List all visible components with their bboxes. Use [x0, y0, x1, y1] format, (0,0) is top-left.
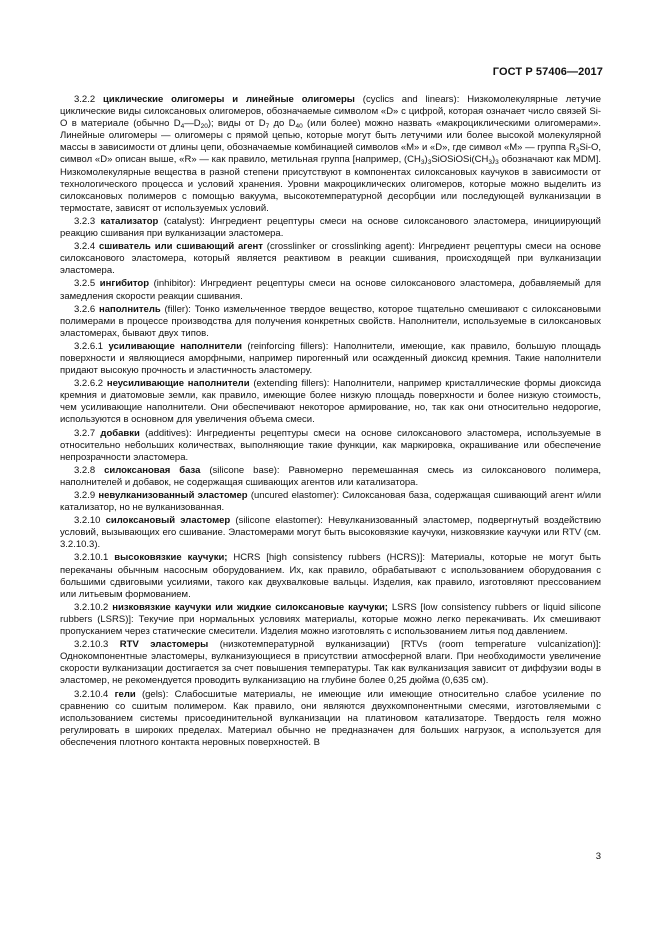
term-3-2-7	[60, 428, 601, 464]
term-definition: LSRS [low consistency rubbers or liquid silicone rubbers (LSRS)]: Текучие при нормальных условиях материалы, которые можно легко перекачивать. Их смешивают пропусканием через статические смесители. Изделия можно изготовлять с использованием литья под давлением.	[60, 601, 602, 638]
term-name: гели	[114, 688, 136, 700]
clause-number: 3.2.6.1	[74, 340, 104, 352]
term-3-2-2: 3.2.2 циклические олигомеры и линейные олигомеры (cyclics and linears): Низкомолекулярные летучие циклические виды силоксановых олигомеров, обозначаемые символом «D» с цифрой, которая означает число связей Si-O в материале (обычно $D_4—D_{20}$); виды от $D_7$ до $D_{40}$ (или более) можно назвать «макроциклическими олигомерами». Линейные олигомеры — олигомеры с прямой цепью, которые могут быть летучими или более высокой молекулярной массы в зависимости от длины цепи, обозначаемые комбинацией символов «М» и «D», где символ «М» — группа $R_3Si-O$, символ «D» описан выше, «R» — как правило, метильная группа [например, $(CH_3)_3SiOSiOSi(CH_3)_3$ обозначают как MDM]. Низкомолекулярные вещества в разной степени присутствуют в компонентах силоксановых каучуков в зависимости от технологического процесса и условий хранения. Уровни макроциклических олигомеров, которые можно выделить из силоксановых полимеров с помощью вакуума, высокотемпературной десорбции или последующей вулканизации в термостате, зависят от используемых условий.	[60, 94, 601, 214]
term-name: ингибитор	[99, 278, 149, 290]
term-name: наполнитель	[98, 303, 161, 315]
term-name: силоксановая база	[104, 464, 201, 476]
clause-number: 3.2.9	[74, 490, 96, 501]
term-definition: (silicone base): Равномерно перемешанная смесь из силоксанового полимера, наполнителей и добавок, не содержащая сшивающих агентов или катализатора.	[60, 464, 601, 488]
clause-number: 3.2.10.2	[74, 601, 109, 613]
clause-number: 3.2.10.3	[74, 639, 109, 651]
clause-number: 3.2.7	[74, 427, 96, 439]
term-definition: (extending fillers): Наполнители, например кристаллические формы диоксида кремния и диатомовые земли, как правило, имеющие более низкую площадь поверхности и более низкую стоимость, чем усиливающие наполнители. Они обеспечивают некоторое армирование, но, так как они относительно недорогие, используются в основном для увеличения объема смеси.	[60, 378, 601, 426]
term-3-2-6	[60, 304, 601, 340]
term-3-2-10	[60, 515, 601, 551]
clause-number: 3.2.2	[74, 94, 96, 105]
clause-number: 3.2.6.2	[74, 378, 104, 390]
term-name: сшиватель или сшивающий агент	[99, 241, 263, 253]
term-definition: (filler): Тонко измельченное твердое вещество, которое тщательно смешивают с силоксановыми полимерами в процессе производства для получения конкретных свойств. Наполнители, используемые в силоксановых эластомерах, бывают двух типов.	[60, 303, 601, 339]
clause-number: 3.2.3	[74, 215, 96, 227]
term-name: катализатор	[100, 215, 159, 227]
term-name: невулканизованный эластомер	[98, 490, 248, 501]
term-definition: (catalyst): Ингредиент рецептуры смеси на основе силоксанового эластомера, инициирующий реакцию сшивания при вулканизации эластомера.	[60, 215, 601, 240]
standard-designation: ГОСТ Р 57406—2017	[492, 66, 603, 78]
clause-number: 3.2.10	[74, 515, 101, 527]
term-name: усиливающие наполнители	[108, 340, 242, 352]
clause-number: 3.2.5	[74, 278, 96, 290]
term-3-2-5	[60, 278, 601, 302]
clause-number: 3.2.6	[74, 303, 96, 315]
term-definition: (низкотемпературной вулканизации) [RTVs (room temperature vulcanization)]: Однокомпонентные эластомеры, вулканизующиеся в присутствии атмосферной влаги. При необходимости увеличение скорости вулканизации достигается за счет повышения температуры. Так как вулканизация зависит от диффузии воды в эластомер, не рекомендуется проводить вулканизацию на глубине более 0,25 дюйма (0,635 см).	[60, 639, 602, 687]
term-definition: (additives): Ингредиенты рецептуры смеси на основе силоксанового эластомера, используемые в относительно небольших количествах, выполняющие такие функции, как маркировка, окрашивание или обеспечение непрозрачности эластомера.	[60, 427, 601, 463]
term-3-2-10-3	[60, 639, 601, 687]
term-definition: (reinforcing fillers): Наполнители, имеющие, как правило, большую площадь поверхности и являющиеся аморфными, например пирогенный или осажденный диоксид кремния. Такие наполнители придают высокую прочность и эластичность эластомеру.	[60, 340, 601, 377]
term-definition: HCRS [high consistency rubbers (HCRS)]: Материалы, которые не могут быть перекачаны обычным насосным оборудованием. Их, как правило, обрабатывают с использованием оборудования с большими сдвиговыми усилиями, такого как двухвалковые вальцы. Изделия, как правило, изготовляют прессованием или литьевым формованием.	[60, 552, 602, 600]
term-3-2-10-4	[60, 689, 601, 749]
term-definition: (uncured elastomer): Силоксановая база, содержащая сшивающий агент и/или катализатор, но не вулканизованная.	[60, 490, 602, 514]
page-number: 3	[595, 851, 601, 862]
term-name: высоковязкие каучуки;	[114, 552, 228, 564]
term-name: циклические олигомеры и линейные олигомеры	[103, 94, 355, 105]
term-definition: (crosslinker or crosslinking agent): Ингредиент рецептуры смеси на основе силоксанового эластомера, который является реактивом в реакции сшивания, происходящей при вулканизации эластомера.	[60, 241, 602, 277]
term-3-2-9	[60, 490, 601, 514]
term-name: низковязкие каучуки или жидкие силоксановые каучуки;	[112, 601, 388, 613]
clause-number: 3.2.10.4	[74, 688, 109, 700]
term-3-2-6-1	[60, 341, 601, 377]
term-3-2-3	[60, 216, 601, 240]
term-name: добавки	[100, 427, 140, 439]
term-3-2-10-1	[60, 552, 601, 600]
term-3-2-10-2	[60, 602, 601, 638]
terms-section	[60, 94, 601, 750]
term-3-2-4	[60, 241, 601, 277]
term-name: неусиливающие наполнители	[106, 378, 250, 390]
term-definition: (silicone elastomer): Невулканизованный эластомер, подвергнутый воздействию условий, вызывающих его сшивание. Эластомерами могут быть высоковязкие каучуки, низковязкие каучуки или RTV (см. 3.2.10.3).	[60, 515, 601, 551]
term-name: силоксановый эластомер	[105, 515, 231, 527]
term-3-2-6-2	[60, 378, 601, 426]
clause-number: 3.2.4	[74, 241, 96, 253]
term-3-2-8	[60, 465, 601, 489]
clause-number: 3.2.10.1	[74, 552, 109, 564]
term-definition: (gels): Слабосшитые материалы, не имеющие или имеющие относительно слабое усиление по сравнению со сшитым полимером. Как правило, они являются двухкомпонентными смесями, изготовляемыми с использованием системы присоединительной вулканизации на платиновом катализаторе. Твердость геля можно регулировать в широких пределах. Материал обычно не предназначен для больших нагрузок, а используется для обеспечения плотного контакта неровных поверхностей. В	[60, 688, 601, 748]
term-name: RTV эластомеры	[119, 639, 209, 651]
clause-number: 3.2.8	[74, 464, 96, 476]
term-definition: (inhibitor): Ингредиент рецептуры смеси на основе силоксанового эластомера, добавляемый для замедления скорости реакции сшивания.	[60, 278, 601, 302]
